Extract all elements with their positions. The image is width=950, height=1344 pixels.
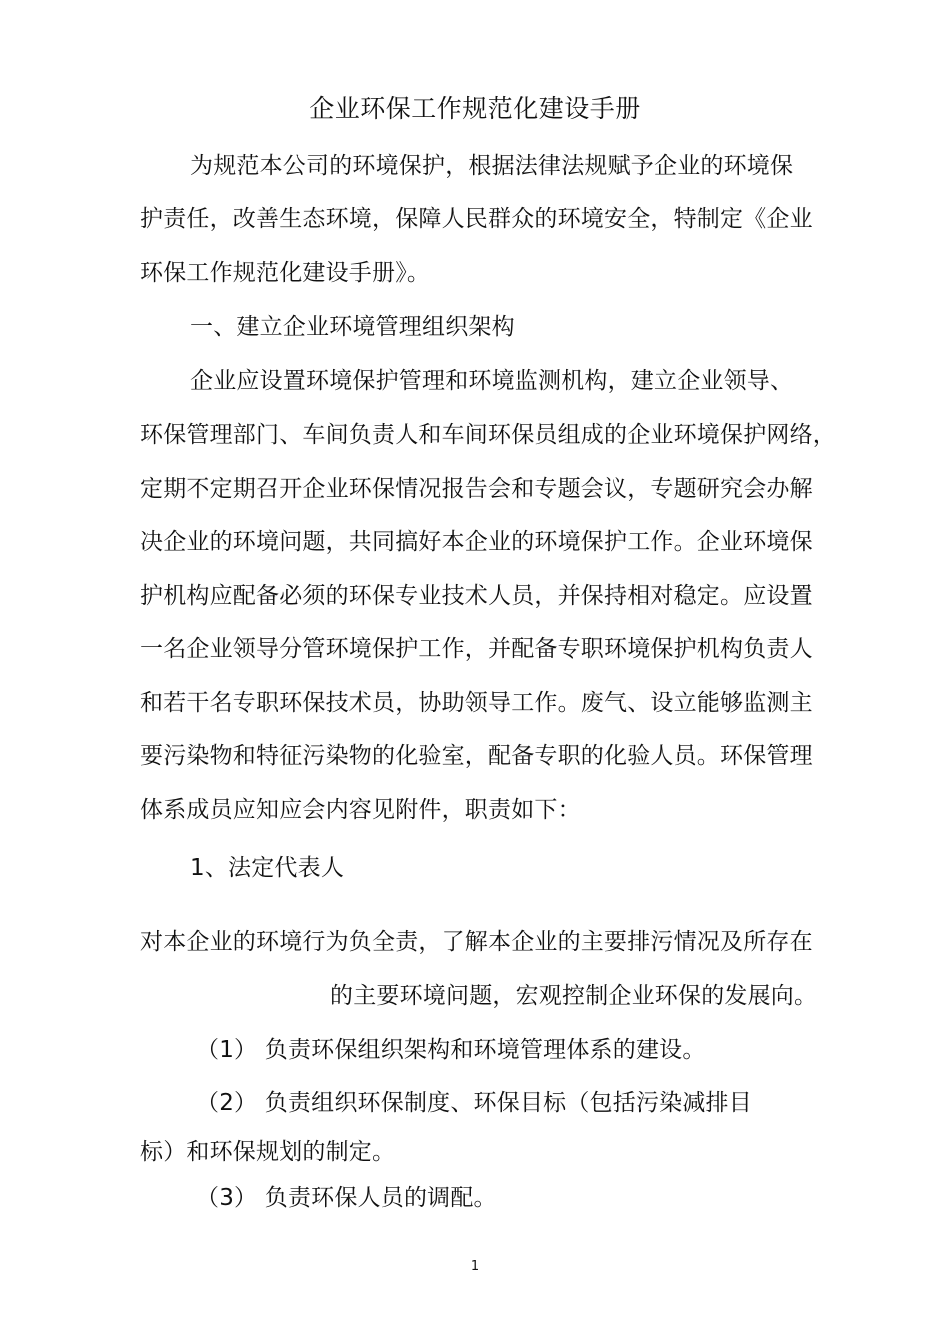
intro-line: 为规范本公司的环境保护，根据法律法规赋予企业的环境保 [190,153,794,179]
subsection-heading: 1、法定代表人 [190,855,345,881]
intro-line: 环保工作规范化建设手册》。 [140,260,431,286]
duty-item: （2） 负责组织环保制度、环保目标（包括污染减排目 [196,1090,752,1116]
body-line: 对本企业的环境行为负全责，了解本企业的主要排污情况及所存在 [140,929,813,955]
body-line: 和若干名专职环保技术员，协助领导工作。废气、设立能够监测主 [140,690,813,716]
body-line: 环保管理部门、车间负责人和车间环保员组成的企业环境保护网络， [140,422,836,448]
duty-item: （3） 负责环保人员的调配。 [196,1185,497,1211]
body-line: 一名企业领导分管环境保护工作，并配备专职环境保护机构负责人 [140,636,813,662]
body-line: 定期不定期召开企业环保情况报告会和专题会议，专题研究会办解 [140,476,813,502]
intro-line: 护责任，改善生态环境，保障人民群众的环境安全，特制定《企业 [140,206,813,232]
body-line: 企业应设置环境保护管理和环境监测机构，建立企业领导、 [190,368,794,394]
page-number: 1 [470,1259,480,1274]
body-line: 的主要环境问题，宏观控制企业环保的发展向。 [330,983,818,1009]
body-line: 决企业的环境问题，共同搞好本企业的环境保护工作。企业环境保 [140,529,813,555]
body-line: 要污染物和特征污染物的化验室，配备专职的化验人员。环保管理 [140,743,813,769]
duty-item-continuation: 标）和环保规划的制定。 [140,1139,396,1165]
section-heading: 一、建立企业环境管理组织架构 [190,314,515,340]
duty-item: （1） 负责环保组织架构和环境管理体系的建设。 [196,1037,706,1063]
document-title: 企业环保工作规范化建设手册 [309,94,641,123]
body-line: 体系成员应知应会内容见附件，职责如下： [140,797,581,823]
body-line: 护机构应配备必须的环保专业技术人员，并保持相对稳定。应设置 [140,583,813,609]
